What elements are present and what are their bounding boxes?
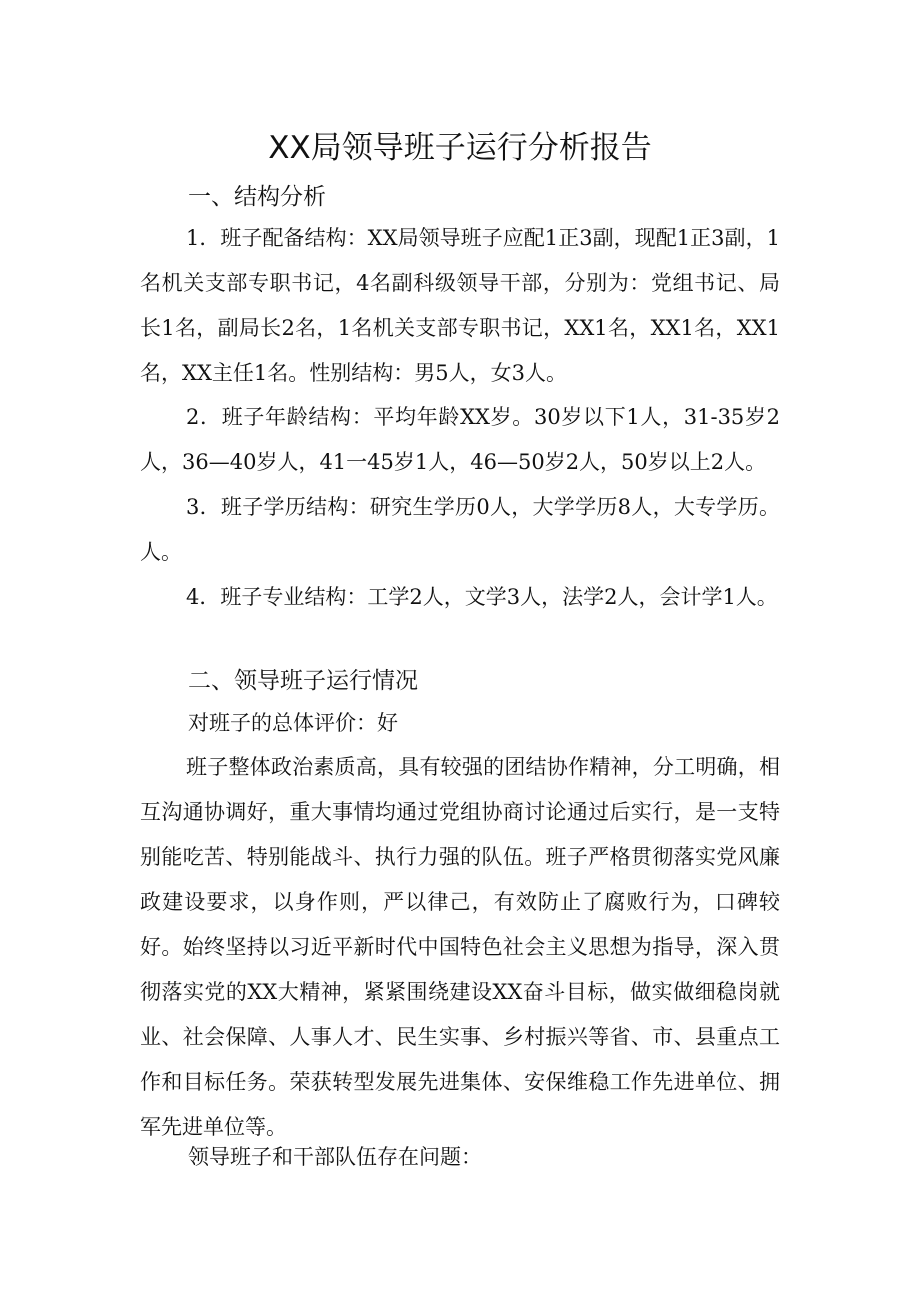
paragraph-age-structure: 2．班子年龄结构：平均年龄XX岁。30岁以下1人，31-35岁2人，36—40岁人，41一45岁1人，46—50岁2人，50岁以上2人。 [140,405,780,474]
paragraph-major-structure: 4．班子专业结构：工学2人，文学3人，法学2人，会计学1人。 [186,585,778,609]
overall-evaluation: 对班子的总体评价：好 [188,711,398,735]
paragraph-staffing-structure: 1．班子配备结构：XX局领导班子应配1正3副，现配1正3副，1名机关支部专职书记，4名副科级领导干部，分别为：党组书记、局长1名，副局长2名，1名机关支部专职书记，XX1名，XX1名，XX1名，XX主任1名。性别结构：男5人，女3人。 [140,226,780,385]
section-heading-operation: 二、领导班子运行情况 [188,668,418,694]
paragraph-team-performance: 班子整体政治素质高，具有较强的团结协作精神，分工明确，相互沟通协调好，重大事情均通过党组协商讨论通过后实行，是一支特别能吃苦、特别能战斗、执行力强的队伍。班子严格贯彻落实党风廉政建设要求，以身作则，严以律己，有效防止了腐败行为，口碑较好。始终坚持以习近平新时代中国特色社会主义思想为指导，深入贯彻落实党的XX大精神，紧紧围绕建设XX奋斗目标，做实做细稳岗就业、社会保障、人事人才、民生实事、乡村振兴等省、市、县重点工作和目标任务。荣获转型发展先进集体、安保维稳工作先进单位、拥军先进单位等。 [140,755,780,1139]
paragraph-education-structure: 3．班子学历结构：研究生学历0人，大学学历8人，大专学历。人。 [140,495,780,564]
section-heading-structure: 一、结构分析 [188,184,326,210]
problems-intro: 领导班子和干部队伍存在问题： [188,1145,482,1169]
document-title: XX局领导班子运行分析报告 [268,130,652,166]
